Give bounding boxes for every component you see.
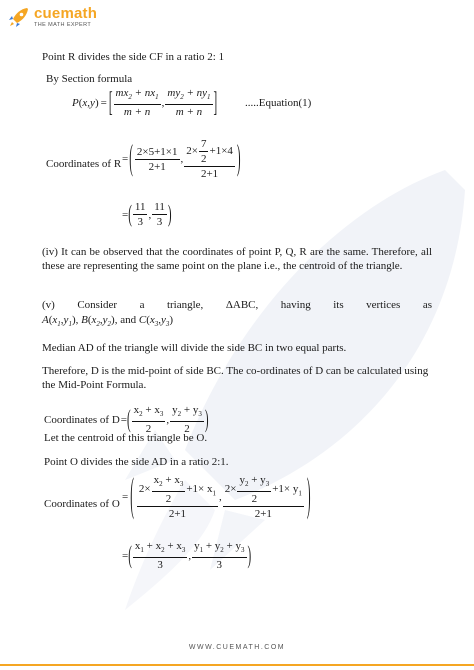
v-word-7: as <box>422 299 432 311</box>
coord-r-label: Coordinates of R <box>46 158 122 170</box>
section-formula-equation: P ( x , y ) = [ $\frac{mx_2 + nx_1}{m + n}$ , $\frac{my_2 + ny_1}{m + n}$ ] <box>72 86 218 119</box>
coord-d-equation: Coordinates of D = ( $\frac{x_2 + x_3}{2}$ , $\frac{y_2 + y_3}{2}$ ) <box>44 404 209 436</box>
v-label: (v) <box>42 299 55 311</box>
rocket-logo-icon <box>8 6 30 28</box>
coord-d-label: Coordinates of D <box>44 413 120 426</box>
coord-o-equation: = ( 2× $\frac{x_2 + x_3}{2}$ $+1\times x_1$ 2+1 , 2× $\frac{y_2 + y_3}{2}$ $+1\times y_1$ 2+1 ) <box>122 471 311 523</box>
text-point-o: Point O divides the side AD in a ratio 2:1. <box>44 456 229 468</box>
equation-number: (1) <box>298 97 312 109</box>
brand-logo[interactable] <box>8 6 97 29</box>
coord-o-result: = ( $\frac{x_1 + x_2 + x_3}{3}$ , $\frac{y_1 + y_2 + y_3}{3}$ ) <box>122 540 252 572</box>
footer-accent-bar <box>0 664 474 666</box>
text-section-formula: By Section formula <box>46 73 133 85</box>
paragraph-iv: (iv) It can be observed that the coordinates of point P, Q, R are the same. Therefore, all these are representing the same point on the plane i.e., the centroid of the triangle. <box>42 246 432 272</box>
v-word-0: Consider <box>77 299 118 311</box>
v-word-6: vertices <box>366 299 401 311</box>
text-median: Median AD of the triangle will divide the side BC in two equal parts. <box>42 342 347 354</box>
text-point-r: Point R divides the side CF in a ratio 2: 1 <box>42 51 225 63</box>
text-therefore: Therefore, D is the mid-point of side BC. The co-ordinates of D can be calculated using the Mid-Point Formula. <box>42 365 429 391</box>
result-r-num-1: 11 <box>134 201 146 213</box>
v-word-2: triangle, <box>166 299 204 311</box>
text-centroid: Let the centroid of this triangle be O. <box>44 432 208 444</box>
equation-label <box>245 96 311 110</box>
v-word-1: a <box>139 299 145 311</box>
footer-url[interactable]: WWW.CUEMATH.COM <box>188 644 286 651</box>
result-r-den-2: 3 <box>156 216 163 228</box>
result-r-den-1: 3 <box>137 216 143 228</box>
coord-r-result: = ( $\frac{11}{3}$ , $\frac{11}{3}$ ) <box>122 201 172 228</box>
equation-label-text: .....Equation <box>245 97 299 109</box>
coord-o-label: Coordinates of O <box>44 498 120 510</box>
result-r-num-2: 11 <box>154 201 165 213</box>
brand-tagline: THE MATH EXPERT <box>34 22 92 28</box>
and-word: and <box>120 314 137 326</box>
coord-r-equation: = ( $\frac{2\times 5+1\times 1}{2+1}$ , 2× $\frac{7}{2}$ +1×4 2+1 ) <box>122 138 241 180</box>
v-word-3: ΔABC, <box>225 299 259 311</box>
v-word-4: having <box>280 299 311 311</box>
brand-name: cuemath <box>34 5 98 22</box>
vertices-line: $A(x_1,y_1)$, $B(x_2,y_2)$, and $C(x_3,y_3)$ <box>42 314 174 329</box>
paragraph-v-line <box>42 298 432 312</box>
v-word-5: its <box>333 299 344 311</box>
